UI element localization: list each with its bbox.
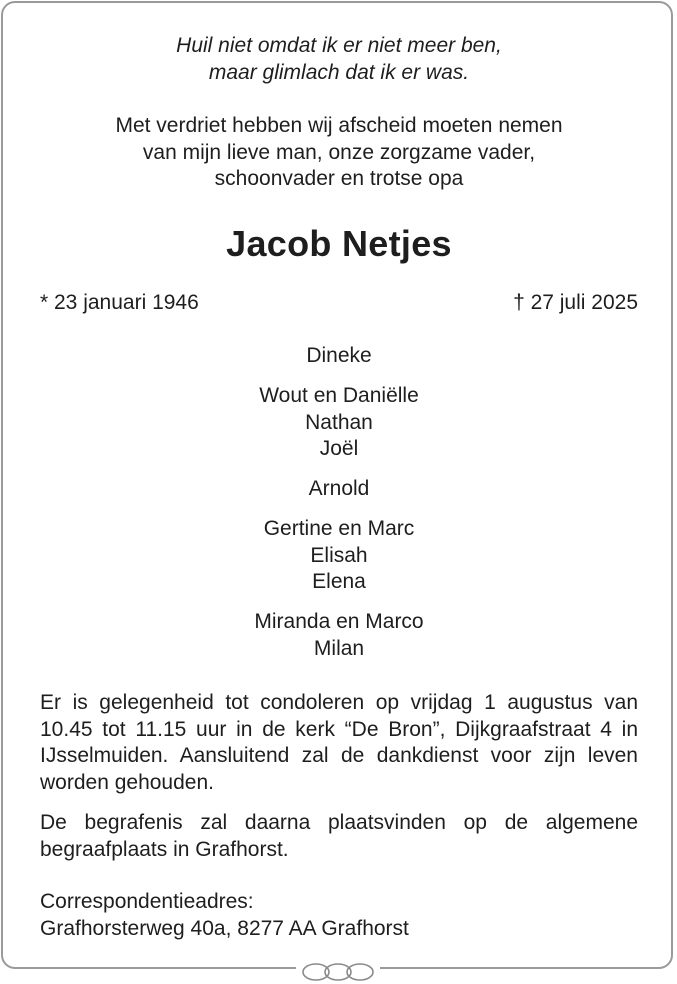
family-list <box>40 343 638 676</box>
family-member: Joël <box>319 437 359 461</box>
family-group <box>40 343 638 370</box>
birth-date: * 23 januari 1946 <box>40 291 199 314</box>
correspondence-address: Grafhorsterweg 40a, 8277 AA Grafhorst <box>40 916 409 940</box>
family-member: Nathan <box>305 410 373 434</box>
funeral-paragraph: De begrafenis zal daarna plaatsvinden op de algemene begraafplaats in Grafhorst. <box>40 811 638 861</box>
intro-line: van mijn lieve man, onze zorgzame vader, <box>142 140 536 164</box>
intro-line: Met verdriet hebben wij afscheid moeten nemen <box>115 114 563 137</box>
family-member: Arnold <box>308 477 370 501</box>
family-member: Elisah <box>310 543 368 567</box>
intro-line: schoonvader en trotse opa <box>214 167 464 191</box>
life-dates <box>40 290 638 317</box>
family-group <box>40 516 638 596</box>
deceased-name: Jacob Netjes <box>226 223 452 264</box>
family-member: Dineke <box>306 344 372 367</box>
family-member: Miranda en Marco <box>254 610 424 634</box>
family-member: Gertine en Marc <box>263 517 415 541</box>
death-date: † 27 juli 2025 <box>513 291 638 314</box>
motto <box>40 33 638 86</box>
correspondence-label: Correspondentieadres: <box>40 890 254 913</box>
family-member: Milan <box>313 636 365 660</box>
family-group <box>40 383 638 463</box>
condolence-paragraph: Er is gelegenheid tot condoleren op vrijdag 1 augustus van 10.45 tot 11.15 uur in de kerk “De Bron”, Dijkgraafstraat 4 in IJsselmuiden. Aansluitend zal de dankdienst voor zijn leven worden gehouden. <box>40 691 638 794</box>
correspondence-block <box>40 889 638 942</box>
infinity-ornament-icon <box>296 958 380 984</box>
motto-line: maar glimlach dat ik er was. <box>208 60 470 84</box>
family-group <box>40 476 638 503</box>
family-group <box>40 609 638 662</box>
family-member: Wout en Daniëlle <box>259 383 419 407</box>
family-member: Elena <box>312 570 366 594</box>
intro-text <box>40 113 638 193</box>
motto-line: Huil niet omdat ik er niet meer ben, <box>176 34 502 57</box>
